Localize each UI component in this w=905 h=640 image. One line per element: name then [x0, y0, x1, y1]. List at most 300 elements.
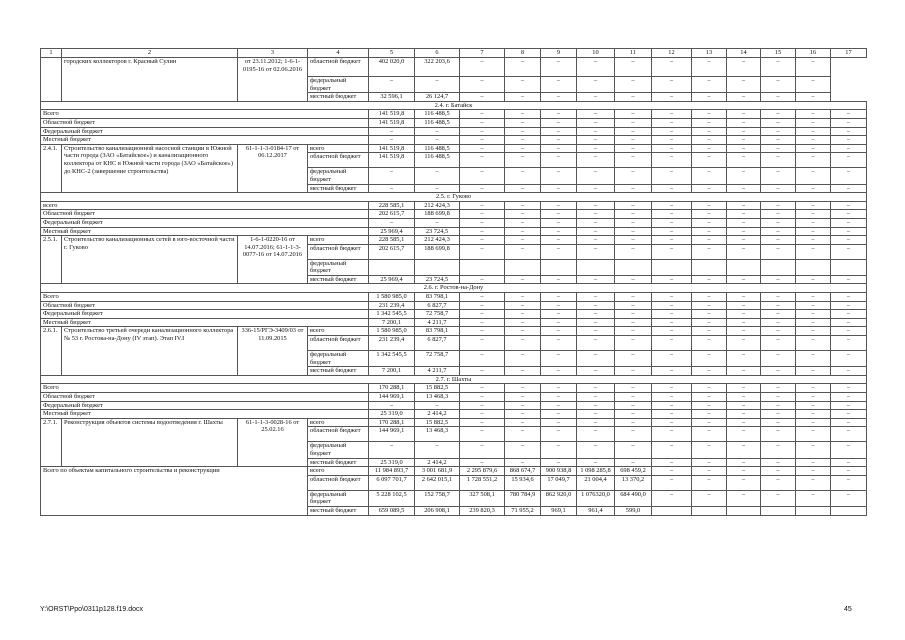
value-cell: – [460, 118, 505, 127]
value-cell: – [615, 458, 652, 467]
value-cell: – [460, 384, 505, 393]
value-cell: – [796, 327, 831, 336]
value-cell: – [577, 318, 615, 327]
value-cell: – [505, 184, 541, 193]
value-cell [460, 259, 505, 275]
grand-total-label: Всего по объектам капитального строительства и реконструкции [41, 467, 308, 515]
value-cell: – [761, 244, 796, 259]
value-cell: – [577, 144, 615, 153]
value-cell: – [541, 153, 577, 168]
value-cell: – [692, 301, 727, 310]
value-cell: – [505, 393, 541, 402]
value-cell: – [727, 127, 761, 136]
value-cell: 11 984 893,7 [369, 467, 415, 476]
value-cell: – [460, 401, 505, 410]
value-cell: – [505, 275, 541, 284]
value-cell: – [541, 210, 577, 219]
value-cell: – [831, 210, 867, 219]
table-row [41, 327, 867, 336]
value-cell: – [615, 442, 652, 458]
value-cell: – [652, 467, 692, 476]
value-cell: – [460, 244, 505, 259]
value-cell: – [541, 184, 577, 193]
value-cell: – [796, 490, 831, 506]
value-cell: – [505, 227, 541, 236]
value-cell: 83 798,1 [415, 327, 460, 336]
value-cell: – [727, 458, 761, 467]
value-cell: – [505, 327, 541, 336]
value-cell: – [796, 442, 831, 458]
value-cell: – [541, 58, 577, 77]
value-cell: – [505, 244, 541, 259]
value-cell: – [615, 153, 652, 168]
value-cell: – [505, 427, 541, 442]
value-cell: 6 827,7 [415, 301, 460, 310]
value-cell: 6 827,7 [415, 336, 460, 351]
value-cell: – [796, 458, 831, 467]
value-cell: 13 370,2 [615, 475, 652, 490]
value-cell: – [831, 293, 867, 302]
value-cell: – [692, 384, 727, 393]
funding-source: местный бюджет [308, 184, 369, 193]
value-cell: – [652, 210, 692, 219]
value-cell: – [727, 110, 761, 119]
value-cell: 170 288,1 [369, 418, 415, 427]
value-cell: – [505, 201, 541, 210]
value-cell: – [727, 58, 761, 77]
value-cell: – [727, 336, 761, 351]
object-name: Строительство канализационных сетей в юго-восточной части г. Гуково [62, 236, 238, 284]
value-cell: – [692, 327, 727, 336]
funding-source: федеральный бюджет [308, 77, 369, 93]
value-cell: – [615, 393, 652, 402]
value-cell: – [692, 475, 727, 490]
object-name: Строительство канализационной насосной станции в Южной части города (ЗАО «Батайское») и канализационного коллектора от КНС в Южной части города (ЗАО «Батайское») до КНС-2 (завершение строительства) [62, 144, 238, 192]
value-cell: – [615, 367, 652, 376]
value-cell: – [615, 401, 652, 410]
value-cell: – [615, 218, 652, 227]
value-cell: – [727, 93, 761, 102]
value-cell: – [761, 136, 796, 145]
value-cell: – [692, 467, 727, 476]
value-cell: 1 342 545,5 [369, 351, 415, 367]
table-row [41, 384, 867, 393]
value-cell: – [761, 144, 796, 153]
value-cell: – [727, 475, 761, 490]
value-cell: 141 519,8 [369, 118, 415, 127]
value-cell: – [796, 144, 831, 153]
value-cell: 23 724,5 [415, 227, 460, 236]
value-cell: – [692, 401, 727, 410]
object-number: 2.5.1. [41, 236, 62, 284]
value-cell: – [577, 310, 615, 319]
value-cell: – [727, 442, 761, 458]
value-cell: – [727, 401, 761, 410]
value-cell: – [615, 427, 652, 442]
value-cell: 25 969,4 [369, 275, 415, 284]
value-cell: – [652, 77, 692, 93]
value-cell: 152 758,7 [415, 490, 460, 506]
value-cell: – [577, 367, 615, 376]
column-number: 1 [41, 49, 62, 58]
value-cell: 188 699,8 [415, 244, 460, 259]
value-cell: – [415, 442, 460, 458]
value-cell: – [727, 351, 761, 367]
value-cell: – [761, 201, 796, 210]
value-cell: – [692, 77, 727, 93]
value-cell: – [692, 210, 727, 219]
value-cell: – [577, 58, 615, 77]
column-number: 9 [541, 49, 577, 58]
permit-doc: 336-15/РГЭ-3409/03 от 11.09.2015 [238, 327, 308, 375]
value-cell: 2 642 015,1 [415, 475, 460, 490]
value-cell: – [692, 218, 727, 227]
value-cell: – [652, 336, 692, 351]
value-cell: – [541, 118, 577, 127]
value-cell: – [652, 201, 692, 210]
permit-doc: 61-1-1-3-0184-17 от 06.12.2017 [238, 144, 308, 192]
value-cell: – [460, 201, 505, 210]
table-row [41, 284, 867, 293]
value-cell: 7 200,1 [369, 367, 415, 376]
value-cell: – [727, 393, 761, 402]
value-cell: – [727, 318, 761, 327]
column-number: 13 [692, 49, 727, 58]
funding-source: местный бюджет [308, 275, 369, 284]
value-cell: – [727, 218, 761, 227]
object-name: Реконструкция объектов системы водоотведения г. Шахты [62, 418, 238, 466]
value-cell: 698 459,2 [615, 467, 652, 476]
value-cell: – [796, 210, 831, 219]
value-cell: 659 089,5 [369, 506, 415, 515]
value-cell: – [796, 475, 831, 490]
permit-doc: 61-1-1-3-0028-16 от 25.02.16 [238, 418, 308, 466]
value-cell: – [652, 168, 692, 184]
value-cell: – [615, 118, 652, 127]
total-label: Областной бюджет [41, 118, 369, 127]
total-label: Всего [41, 293, 369, 302]
value-cell: – [615, 236, 652, 245]
column-number: 6 [415, 49, 460, 58]
funding-source: областной бюджет [308, 475, 369, 490]
value-cell: – [577, 275, 615, 284]
value-cell: 21 004,4 [577, 475, 615, 490]
table-row [41, 210, 867, 219]
object-number: 2.6.1. [41, 327, 62, 375]
value-cell [652, 259, 692, 275]
value-cell: – [652, 327, 692, 336]
permit-doc: 1-6-1-0220-16 от 14.07.2016; 61-1-1-3-0077-16 от 14.07.2016 [238, 236, 308, 284]
value-cell: 780 784,9 [505, 490, 541, 506]
value-cell: – [652, 410, 692, 419]
value-cell: 961,4 [577, 506, 615, 515]
value-cell: – [692, 310, 727, 319]
value-cell: – [541, 227, 577, 236]
total-label: всего [41, 201, 369, 210]
column-number: 11 [615, 49, 652, 58]
value-cell: 26 124,7 [415, 93, 460, 102]
table-row [41, 144, 867, 153]
table-body [41, 58, 867, 516]
value-cell: – [505, 418, 541, 427]
value-cell: – [615, 244, 652, 259]
value-cell: – [577, 201, 615, 210]
value-cell: – [505, 384, 541, 393]
value-cell: – [577, 393, 615, 402]
value-cell: – [761, 367, 796, 376]
value-cell: – [369, 442, 415, 458]
funding-source: областной бюджет [308, 153, 369, 168]
value-cell: 322 203,6 [415, 58, 460, 77]
value-cell: 23 724,5 [415, 275, 460, 284]
value-cell: – [460, 236, 505, 245]
table-row [41, 467, 867, 476]
value-cell: 228 585,1 [369, 201, 415, 210]
value-cell: 13 468,3 [415, 393, 460, 402]
value-cell: – [761, 458, 796, 467]
value-cell: – [692, 184, 727, 193]
value-cell: – [615, 301, 652, 310]
value-cell: – [505, 442, 541, 458]
value-cell: – [796, 118, 831, 127]
funding-source: федеральный бюджет [308, 490, 369, 506]
value-cell: – [692, 393, 727, 402]
value-cell: – [460, 58, 505, 77]
value-cell: – [831, 168, 867, 184]
value-cell [692, 259, 727, 275]
value-cell: – [796, 301, 831, 310]
value-cell: – [652, 144, 692, 153]
value-cell: – [615, 144, 652, 153]
value-cell: – [369, 127, 415, 136]
section-heading: 2.7. г. Шахты [41, 375, 867, 384]
value-cell: 15 882,5 [415, 384, 460, 393]
value-cell: – [369, 168, 415, 184]
value-cell: – [831, 218, 867, 227]
value-cell: – [577, 210, 615, 219]
object-number [41, 58, 62, 102]
value-cell: 4 211,7 [415, 367, 460, 376]
value-cell: 4 211,7 [415, 318, 460, 327]
value-cell: – [692, 351, 727, 367]
value-cell: – [761, 184, 796, 193]
value-cell: – [577, 227, 615, 236]
value-cell: – [692, 418, 727, 427]
value-cell: – [577, 410, 615, 419]
value-cell: – [541, 401, 577, 410]
value-cell: – [615, 418, 652, 427]
value-cell: – [692, 244, 727, 259]
value-cell: – [541, 218, 577, 227]
value-cell: – [541, 77, 577, 93]
value-cell: – [541, 367, 577, 376]
value-cell: – [796, 58, 831, 77]
value-cell: – [615, 127, 652, 136]
value-cell: – [577, 218, 615, 227]
value-cell: – [615, 410, 652, 419]
value-cell: – [761, 275, 796, 284]
value-cell: – [652, 58, 692, 77]
value-cell: – [831, 110, 867, 119]
value-cell: – [796, 136, 831, 145]
value-cell: 1 580 985,0 [369, 327, 415, 336]
value-cell: 71 955,2 [505, 506, 541, 515]
value-cell: – [727, 410, 761, 419]
value-cell: – [541, 393, 577, 402]
value-cell: – [577, 184, 615, 193]
value-cell: – [615, 110, 652, 119]
value-cell: – [727, 293, 761, 302]
value-cell: – [541, 442, 577, 458]
value-cell: 72 758,7 [415, 310, 460, 319]
funding-source: местный бюджет [308, 506, 369, 515]
value-cell: – [796, 218, 831, 227]
value-cell: – [652, 418, 692, 427]
funding-source: местный бюджет [308, 458, 369, 467]
value-cell: – [615, 58, 652, 77]
value-cell: – [505, 127, 541, 136]
value-cell: 212 424,3 [415, 236, 460, 245]
table-row [41, 127, 867, 136]
value-cell: – [692, 336, 727, 351]
value-cell: – [796, 184, 831, 193]
value-cell: – [761, 77, 796, 93]
value-cell: 141 519,8 [369, 144, 415, 153]
value-cell: – [796, 418, 831, 427]
value-cell: – [761, 442, 796, 458]
value-cell: – [615, 77, 652, 93]
value-cell: – [727, 168, 761, 184]
total-label: Областной бюджет [41, 210, 369, 219]
value-cell: – [615, 318, 652, 327]
value-cell: – [796, 427, 831, 442]
column-number: 5 [369, 49, 415, 58]
total-label: Областной бюджет [41, 301, 369, 310]
value-cell: – [727, 467, 761, 476]
funding-source: местный бюджет [308, 367, 369, 376]
value-cell: – [796, 168, 831, 184]
table-row [41, 118, 867, 127]
table-row [41, 310, 867, 319]
value-cell: – [831, 336, 867, 351]
value-cell: 969,1 [541, 506, 577, 515]
value-cell: – [652, 401, 692, 410]
funding-source: всего [308, 418, 369, 427]
value-cell: – [577, 418, 615, 427]
value-cell: – [652, 367, 692, 376]
value-cell: – [831, 310, 867, 319]
value-cell: – [652, 136, 692, 145]
value-cell: – [505, 351, 541, 367]
value-cell: – [541, 327, 577, 336]
value-cell: – [831, 490, 867, 506]
value-cell: – [505, 336, 541, 351]
budget-table [40, 48, 867, 516]
value-cell: – [541, 318, 577, 327]
value-cell: – [761, 127, 796, 136]
value-cell: – [577, 93, 615, 102]
value-cell: – [577, 110, 615, 119]
value-cell: – [460, 218, 505, 227]
funding-source: федеральный бюджет [308, 168, 369, 184]
column-number: 8 [505, 49, 541, 58]
value-cell: – [761, 393, 796, 402]
value-cell [415, 259, 460, 275]
total-label: Местный бюджет [41, 318, 369, 327]
value-cell: – [727, 77, 761, 93]
value-cell: – [796, 351, 831, 367]
value-cell: – [652, 275, 692, 284]
value-cell: – [460, 318, 505, 327]
table-row [41, 136, 867, 145]
value-cell: – [796, 410, 831, 419]
value-cell: – [460, 458, 505, 467]
value-cell: – [761, 427, 796, 442]
value-cell: – [577, 127, 615, 136]
value-cell: – [615, 327, 652, 336]
table-row [41, 218, 867, 227]
value-cell: 144 969,1 [369, 393, 415, 402]
value-cell: – [652, 318, 692, 327]
value-cell: – [615, 351, 652, 367]
value-cell: 212 424,3 [415, 201, 460, 210]
value-cell: – [761, 153, 796, 168]
value-cell: – [615, 275, 652, 284]
value-cell: – [505, 301, 541, 310]
value-cell [692, 506, 727, 515]
value-cell: 25 969,4 [369, 227, 415, 236]
value-cell [727, 259, 761, 275]
value-cell: – [831, 301, 867, 310]
value-cell: – [761, 410, 796, 419]
value-cell: – [796, 110, 831, 119]
value-cell: – [460, 136, 505, 145]
value-cell: – [541, 427, 577, 442]
funding-source: областной бюджет [308, 427, 369, 442]
funding-source: местный бюджет [308, 93, 369, 102]
value-cell: – [796, 77, 831, 93]
funding-source: всего [308, 467, 369, 476]
value-cell: 239 820,3 [460, 506, 505, 515]
table-row [41, 318, 867, 327]
value-cell: – [727, 384, 761, 393]
value-cell: – [652, 236, 692, 245]
value-cell: – [541, 384, 577, 393]
value-cell: 116 488,5 [415, 144, 460, 153]
value-cell: – [831, 327, 867, 336]
value-cell: – [761, 318, 796, 327]
file-path: Y:\ORST\Ppo\0311p128.f19.docx [40, 606, 143, 613]
value-cell: – [541, 351, 577, 367]
value-cell: – [761, 93, 796, 102]
value-cell: – [460, 227, 505, 236]
value-cell: – [505, 236, 541, 245]
value-cell: – [831, 227, 867, 236]
value-cell: – [692, 127, 727, 136]
value-cell: – [727, 310, 761, 319]
value-cell: – [460, 144, 505, 153]
column-number: 4 [308, 49, 369, 58]
value-cell: – [692, 427, 727, 442]
value-cell: 3 001 681,9 [415, 467, 460, 476]
value-cell: 141 519,8 [369, 110, 415, 119]
value-cell: – [761, 467, 796, 476]
table-row [41, 201, 867, 210]
budget-table-page [40, 48, 866, 516]
value-cell: – [761, 218, 796, 227]
value-cell: – [652, 301, 692, 310]
value-cell: 6 097 701,7 [369, 475, 415, 490]
